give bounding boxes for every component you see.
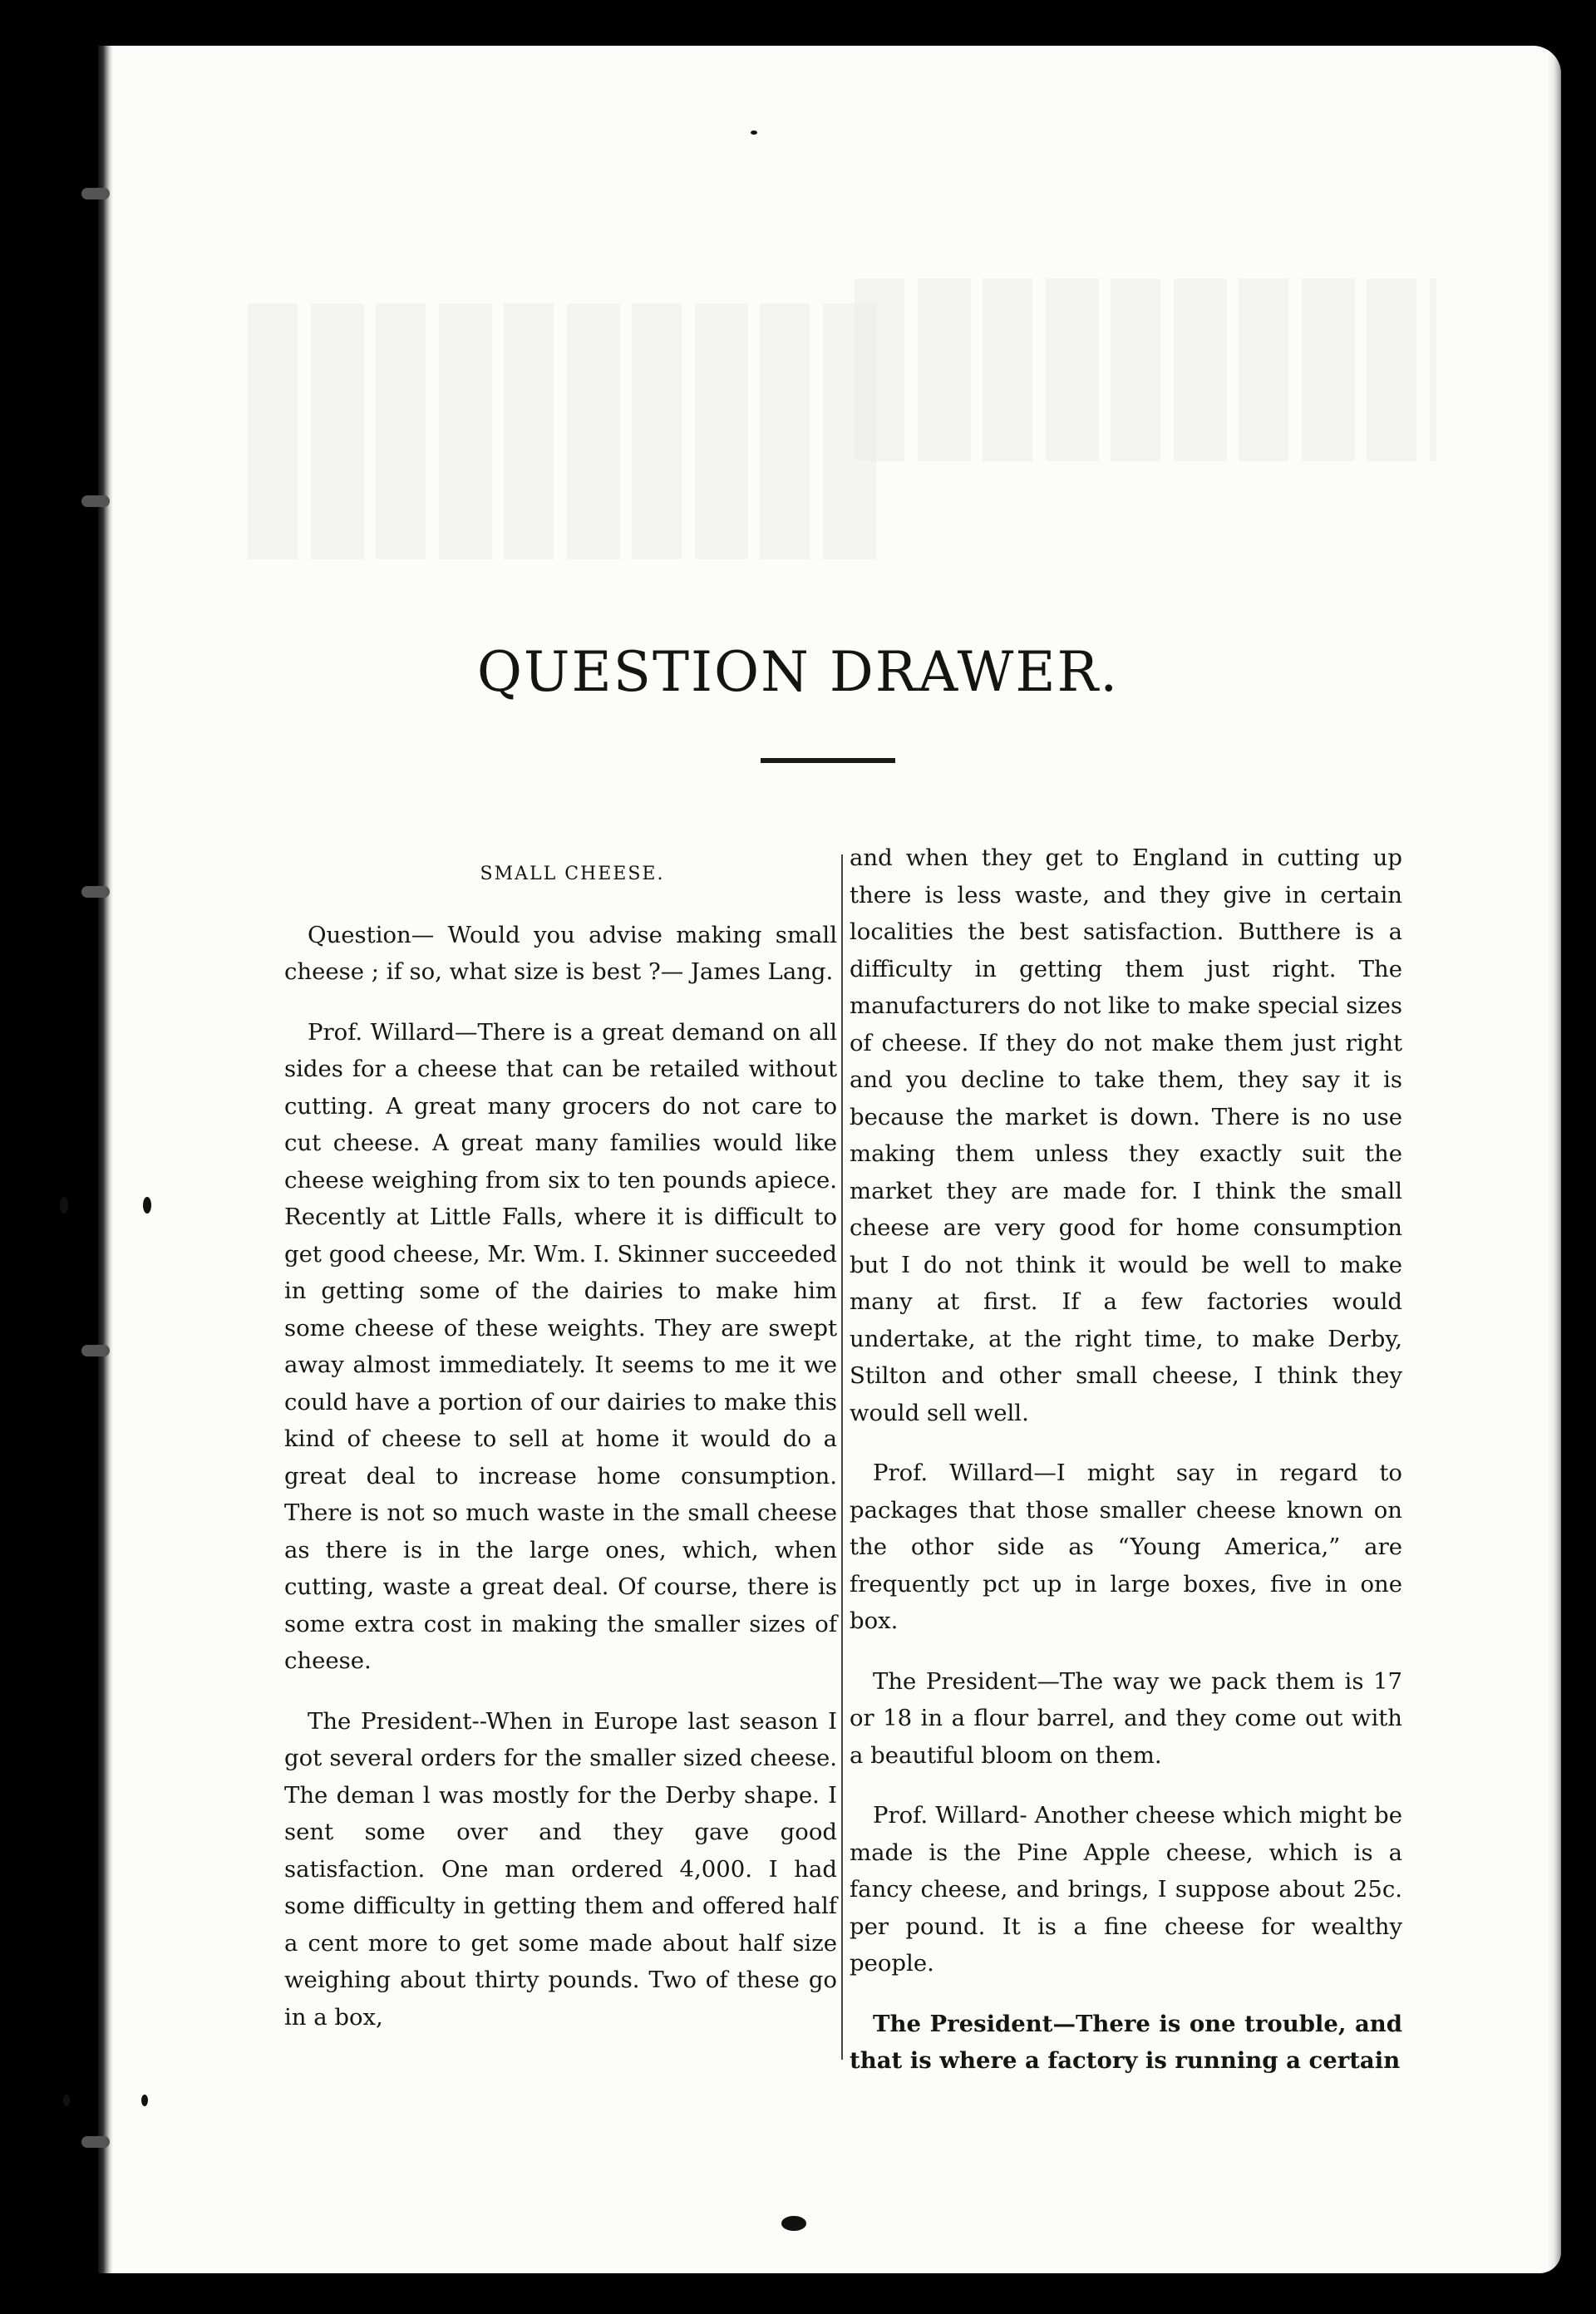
binding-stitch: [81, 1345, 110, 1356]
show-through-left: [248, 303, 879, 559]
section-heading: SMALL CHEESE.: [480, 864, 665, 884]
paragraph: and when they get to England in cutting up there is less waste, and they give in certain localities the best satisfaction. Butthere is a difficulty in getting them just right. The manufacturers do not like to make special sizes of cheese. If they do not make them just right and you decline to take them, they say it is because the market is down. There is no use making them unless they exactly suit the market they are made for. I think the small cheese are very good for home consumption but I do not think it would be well to make many at first. If a few factories would undertake, at the right time, to make Derby, Stilton and other small cheese, I think they would sell well.: [850, 844, 1402, 1426]
paragraph: Prof. Willard—There is a great demand on all sides for a cheese that can be retailed without cutting. A great many grocers do not care to cut cheese. A great many families would like cheese weighing from six to ten pounds apiece. Recently at Little Falls, where it is difficult to get good cheese, Mr. Wm. I. Skinner succeeded in getting some of the dairies to make him some cheese of these weights. They are swept away almost immediately. It seems to me it we could have a portion of our dairies to make this kind of cheese to sell at home it would do a great deal to increase home consumption. There is not so much waste in the small cheese as there is in the large ones, which, when cutting, waste a great deal. Of course, there is some extra cost in making the smaller sizes of cheese.: [284, 1018, 837, 1674]
paragraph: Prof. Willard—I might say in regard to packages that those smaller cheese known on the othor side as “Young America,” are frequently pct up in large boxes, five in one box.: [850, 1460, 1402, 1634]
binding-stitch: [81, 188, 110, 199]
left-column: [284, 856, 837, 2059]
ink-mark: [60, 1197, 68, 1214]
show-through-right: [855, 278, 1436, 461]
ink-speck: [751, 130, 757, 135]
ink-mark: [143, 1197, 151, 1214]
right-column: [850, 839, 1402, 2103]
binding-stitch: [81, 886, 110, 898]
ink-mark: [141, 2095, 148, 2106]
paragraph: The President—The way we pack them is 17 or 18 in a flour barrel, and they come out with a beautiful bloom on them.: [850, 1667, 1402, 1769]
ink-mark: [63, 2095, 70, 2106]
binding-stitch: [81, 2136, 110, 2148]
paragraph: Prof. Willard- Another cheese which might be made is the Pine Apple cheese, which is a fancy cheese, and brings, I suppose about 25c. per pound. It is a fine cheese for wealthy people.: [850, 1802, 1402, 1977]
binding-stitch: [81, 495, 110, 507]
paragraph: Question— Would you advise making small cheese ; if so, what size is best ?— James Lang.: [284, 921, 837, 985]
paragraph: The President--When in Europe last season I got several orders for the smaller sized cheese. The deman l was mostly for the Derby shape. I sent some over and they gave good satisfaction. One man ordered 4,000. I had some difficulty in getting them and offered half a cent more to get some made about half size weighing about thirty pounds. Two of these go in a box,: [284, 1707, 837, 2031]
page-spine: [98, 46, 113, 2273]
page-title: QUESTION DRAWER.: [476, 640, 1120, 704]
column-divider: [841, 854, 843, 2060]
title-rule: [761, 758, 895, 763]
ink-blot: [781, 2216, 806, 2231]
page-right-edge: [1548, 46, 1561, 2273]
paragraph: The President—There is one trouble, and that is where a factory is running a certain: [850, 2010, 1402, 2074]
